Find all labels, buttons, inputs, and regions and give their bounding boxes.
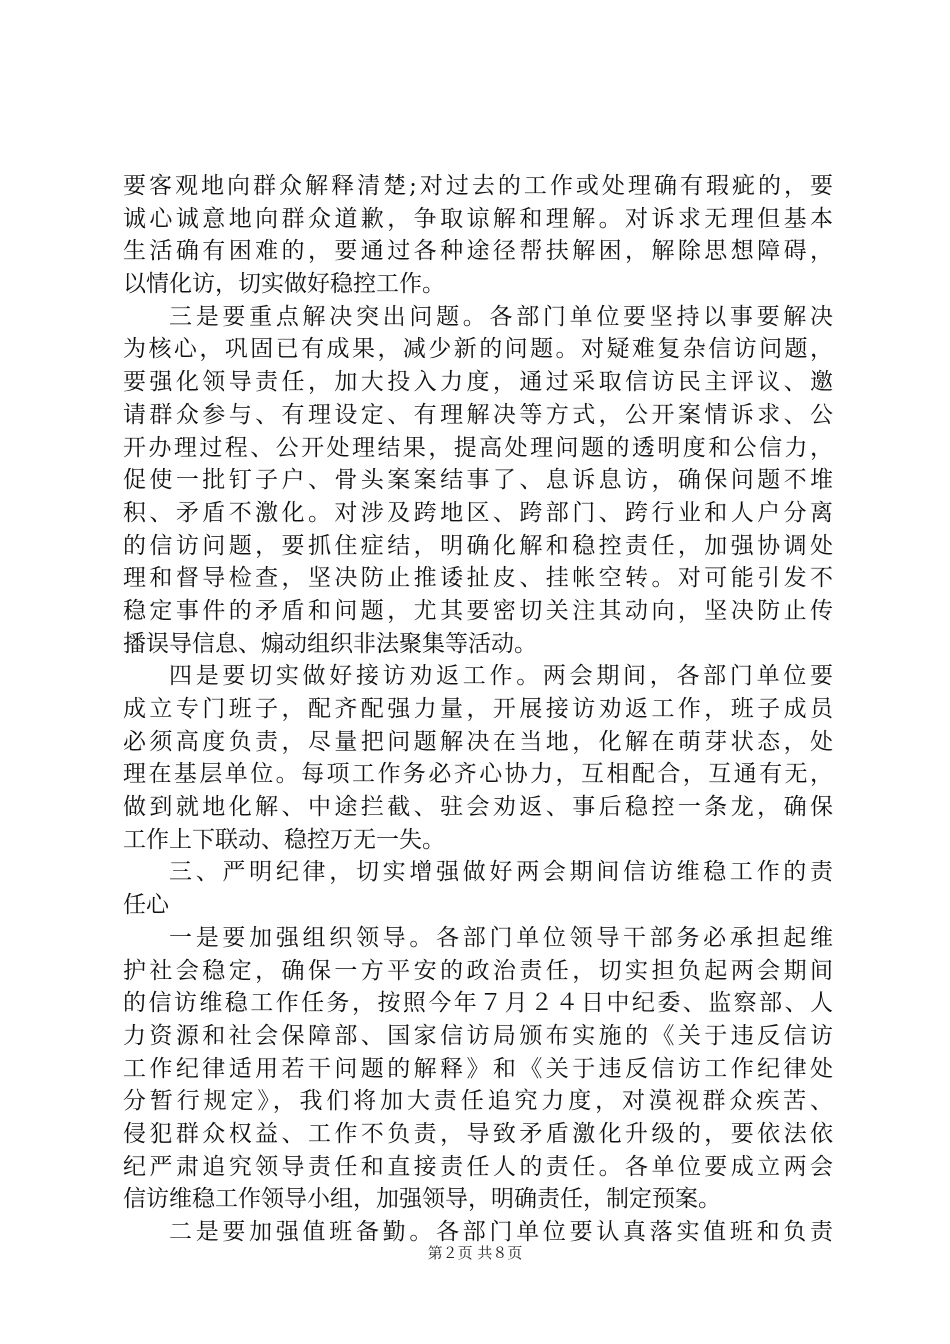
text-line: 稳定事件的矛盾和问题，尤其要密切关注其动向，坚决防止传 bbox=[123, 597, 833, 624]
text-line: 必须高度负责，尽量把问题解决在当地，化解在萌芽状态，处 bbox=[123, 728, 833, 755]
paragraph bbox=[123, 301, 833, 661]
text-line: 的信访问题，要抓住症结，明确化解和稳控责任，加强协调处 bbox=[123, 532, 833, 559]
text-line: 要强化领导责任，加大投入力度，通过采取信访民主评议、邀 bbox=[123, 369, 833, 396]
text-line: 工作上下联动、稳控万无一失。 bbox=[123, 826, 445, 853]
text-line: 三是要重点解决突出问题。各部门单位要坚持以事要解决 bbox=[169, 303, 833, 330]
text-line: 分暂行规定》，我们将加大责任追究力度，对漠视群众疾苦、 bbox=[123, 1088, 833, 1115]
text-line: 为核心，巩固已有成果，减少新的问题。对疑难复杂信访问题， bbox=[123, 336, 833, 363]
text-line: 生活确有困难的，要通过各种途径帮扶解困，解除思想障碍， bbox=[123, 238, 833, 265]
text-line: 理和督导检查，坚决防止推诿扯皮、挂帐空转。对可能引发不 bbox=[123, 565, 833, 592]
page-number: 第２页 共８页 bbox=[427, 1244, 523, 1262]
text-line: 一是要加强组织领导。各部门单位领导干部务必承担起维 bbox=[169, 924, 833, 951]
text-line: 纪严肃追究领导责任和直接责任人的责任。各单位要成立两会 bbox=[123, 1153, 833, 1180]
text-line: 开办理过程、公开处理结果，提高处理问题的透明度和公信力， bbox=[123, 434, 833, 461]
page-footer bbox=[0, 1243, 950, 1263]
text-line: 成立专门班子，配齐配强力量，开展接访劝返工作，班子成员 bbox=[123, 696, 833, 722]
text-line: 请群众参与、有理设定、有理解决等方式，公开案情诉求、公 bbox=[123, 401, 833, 428]
paragraph bbox=[123, 922, 833, 1216]
text-line: 力资源和社会保障部、国家信访局颁布实施的《关于违反信访 bbox=[123, 1022, 833, 1049]
text-line: 工作纪律适用若干问题的解释》和《关于违反信访工作纪律处 bbox=[123, 1055, 833, 1082]
paragraph bbox=[123, 170, 833, 301]
paragraph bbox=[123, 660, 833, 856]
text-line: 二是要加强值班备勤。各部门单位要认真落实值班和负责 bbox=[169, 1219, 833, 1245]
text-line: 理在基层单位。每项工作务必齐心协力，互相配合，互通有无， bbox=[123, 761, 833, 788]
text-line: 促使一批钉子户、骨头案案结事了、息诉息访，确保问题不堆 bbox=[123, 467, 833, 494]
text-line: 护社会稳定，确保一方平安的政治责任，切实担负起两会期间 bbox=[123, 957, 833, 984]
text-line: 任心 bbox=[123, 892, 169, 919]
text-line: 播误导信息、煽动组织非法聚集等活动。 bbox=[123, 630, 537, 657]
text-line: 做到就地化解、中途拦截、驻会劝返、事后稳控一条龙，确保 bbox=[123, 794, 833, 821]
section-heading bbox=[123, 856, 833, 921]
text-line: 的信访维稳工作任务，按照今年７月２４日中纪委、监察部、人 bbox=[123, 990, 833, 1017]
text-line: 诚心诚意地向群众道歉，争取谅解和理解。对诉求无理但基本 bbox=[123, 205, 833, 232]
text-line: 信访维稳工作领导小组，加强领导，明确责任，制定预案。 bbox=[123, 1186, 721, 1213]
document-body bbox=[123, 170, 833, 1249]
text-line: 四是要切实做好接访劝返工作。两会期间，各部门单位要 bbox=[169, 663, 833, 690]
text-line: 侵犯群众权益、工作不负责，导致矛盾激化升级的，要依法依 bbox=[123, 1120, 833, 1147]
text-line: 以情化访，切实做好稳控工作。 bbox=[123, 271, 445, 298]
text-line: 三、严明纪律，切实增强做好两会期间信访维稳工作的责 bbox=[169, 859, 833, 886]
text-line: 积、矛盾不激化。对涉及跨地区、跨部门、跨行业和人户分离 bbox=[123, 499, 833, 526]
text-line: 要客观地向群众解释清楚;对过去的工作或处理确有瑕疵的，要 bbox=[123, 173, 833, 199]
